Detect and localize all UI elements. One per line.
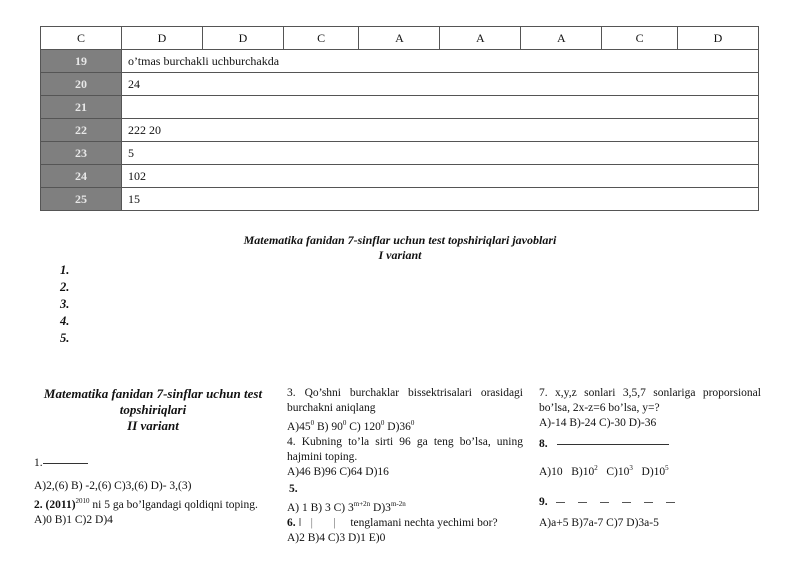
header-cell: C (283, 27, 359, 50)
blank-dash (622, 502, 631, 503)
list-item: 3. (60, 297, 70, 311)
blank-dash (600, 502, 609, 503)
row-number: 25 (41, 188, 122, 211)
question-8-options: A)10 $B)10^2$ $C)10^3$ $D)10^5$ (539, 464, 669, 478)
blank-line (43, 463, 88, 464)
question-7-options: A)-14 B)-24 C)-30 D)-36 (539, 417, 657, 429)
question-3-options: $A)45^0$ B) $90^0$ C) $120^0$ $D)36^0$ (287, 419, 415, 433)
header-cell: D (202, 27, 283, 50)
page-title: Matematika fanidan 7-sinflar uchun test topshiriqlari (43, 386, 263, 417)
header-cell: C (41, 27, 122, 50)
variant-title: I variant (378, 248, 422, 262)
question-4: 4. Kubning to’la sirti 96 ga teng bo’lsa, uning hajmini toping. (287, 435, 523, 463)
list-item: 4. (60, 314, 70, 328)
variant-title: II variant (127, 418, 179, 433)
table-row (41, 165, 759, 188)
row-number: 22 (41, 119, 122, 142)
row-number: 21 (41, 96, 122, 119)
list-item: 5. (60, 331, 70, 345)
table-header-row (41, 27, 759, 50)
answer-number-list (60, 262, 69, 347)
question-6-options: A)2 B)4 C)3 D)1 E)0 (287, 531, 386, 544)
row-value: 5 (122, 142, 759, 165)
question-4-options: A)46 B)96 C)64 D)16 (287, 465, 389, 478)
middle-column (287, 386, 523, 546)
table-row (41, 119, 759, 142)
question-7: 7. x,y,z sonlari 3,5,7 sonlariga proporsional bo’lsa, 2x-z=6 bo’lsa, y=? (539, 387, 761, 414)
row-value: 102 (122, 165, 759, 188)
header-cell: C (602, 27, 678, 50)
blank-dash (666, 502, 675, 503)
row-value (122, 96, 759, 119)
list-item: 1. (60, 263, 70, 277)
header-cell: A (359, 27, 440, 50)
row-number: 19 (41, 50, 122, 73)
question-6: 6. ‖ | | tenglamani nechta yechimi bor? (287, 516, 498, 529)
question-2: 2. $(2011)^{2010}$ ni 5 ga bo’lgandagi qoldiqni toping. (34, 497, 258, 511)
table-row (41, 73, 759, 96)
header-cell: D (677, 27, 758, 50)
variant-2-heading (34, 386, 272, 434)
blank-dash (644, 502, 653, 503)
row-value: o’tmas burchakli uchburchakda (122, 50, 759, 73)
row-number: 24 (41, 165, 122, 188)
question-5-number: 5. (289, 482, 298, 495)
header-cell: A (521, 27, 602, 50)
row-value: 222 20 (122, 119, 759, 142)
blank-line (557, 444, 669, 445)
question-1: 1. (34, 456, 272, 471)
question-8: 8. (539, 437, 761, 452)
question-2-options: A)0 B)1 C)2 D)4 (34, 513, 113, 526)
table-row (41, 188, 759, 211)
header-cell: A (440, 27, 521, 50)
question-9-options: A)a+5 B)7a-7 C)7 D)3a-5 (539, 516, 659, 529)
row-value: 24 (122, 73, 759, 96)
header-cell: D (122, 27, 203, 50)
blank-dash (556, 502, 565, 503)
equation-placeholder: ‖ | | (298, 516, 339, 529)
row-number: 20 (41, 73, 122, 96)
question-1-options: A)2,(6) B) -2,(6) C)3,(6) D)- 3,(3) (34, 480, 192, 492)
blank-dash (578, 502, 587, 503)
question-3: 3. Qo’shni burchaklar bissektrisalari orasidagi burchakni aniqlang (287, 387, 523, 414)
row-number: 23 (41, 142, 122, 165)
table-row (41, 50, 759, 73)
list-item: 2. (60, 280, 70, 294)
answers-title: Matematika fanidan 7-sinflar uchun test topshiriqlari javoblari (243, 233, 557, 247)
table-row (41, 142, 759, 165)
question-9: 9. (539, 495, 761, 510)
table-row (41, 96, 759, 119)
row-value: 15 (122, 188, 759, 211)
right-column (539, 386, 761, 531)
answers-table (40, 26, 759, 211)
left-column (34, 456, 272, 528)
question-5-options: A) 1 B) 3 C) $3^{m+2n}$ $D)3^{m-2n}$ (287, 499, 406, 514)
